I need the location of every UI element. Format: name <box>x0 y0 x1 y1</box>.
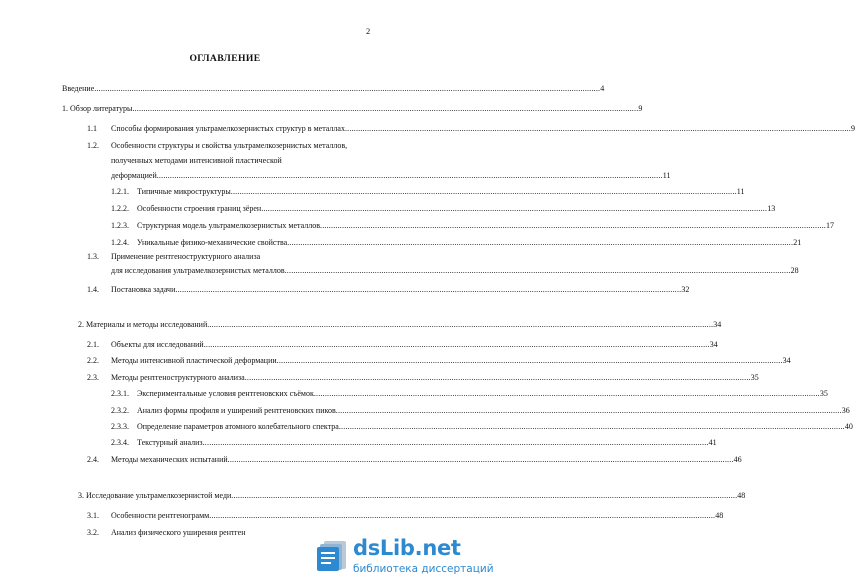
toc-number: 2.3. <box>87 373 99 382</box>
dslib-watermark <box>315 534 494 579</box>
toc-entry-1-2-3 <box>137 221 834 231</box>
toc-number: 1.1 <box>87 124 97 133</box>
toc-label: Методы интенсивной пластической деформации <box>111 356 277 365</box>
toc-number: 2.4. <box>87 455 99 464</box>
toc-number: 1.2. <box>87 141 99 150</box>
toc-label: Постановка задачи <box>111 285 176 294</box>
toc-number: 1.2.3. <box>111 221 129 230</box>
toc-label: Способы формирования ультрамелкозернистых структур в металлах <box>111 124 345 133</box>
toc-entry-1-4 <box>111 285 690 295</box>
toc-label: Структурная модель ультрамелкозернистых металлов <box>137 221 320 230</box>
toc-page: 32 <box>681 285 690 294</box>
toc-label: Методы механических испытаний <box>111 455 228 464</box>
toc-entry-chapter-1 <box>62 104 643 114</box>
toc-entry-1-3 <box>111 266 799 276</box>
toc-entry-2-3-3 <box>137 422 853 432</box>
toc-page: 9 <box>850 124 855 133</box>
toc-label-line: Применение рентгеноструктурного анализа <box>111 252 261 261</box>
page-title: ОГЛАВЛЕНИЕ <box>189 53 261 64</box>
toc-label: Объекты для исследований <box>111 340 204 349</box>
toc-label: Уникальные физико-механические свойства <box>137 238 288 247</box>
toc-page: 13 <box>767 204 776 213</box>
toc-label: Особенности рентгенограмм <box>111 511 210 520</box>
watermark-subtitle: библиотека диссертаций <box>353 563 494 575</box>
toc-label: Определение параметров атомного колебательного спектра <box>137 422 339 431</box>
toc-number: 2.3.2. <box>111 406 129 415</box>
toc-number: 1.2.2. <box>111 204 129 213</box>
toc-page: 48 <box>715 511 724 520</box>
toc-label: Анализ формы профиля и уширений рентгеновских пиков <box>137 406 336 415</box>
toc-page: 34 <box>709 340 718 349</box>
toc-label: Текстурный анализ <box>137 438 203 447</box>
toc-entry-2-2 <box>111 356 791 366</box>
toc-entry-chapter-2 <box>78 320 722 330</box>
toc-page: 11 <box>662 171 671 180</box>
toc-entry-1-2-2 <box>137 204 776 214</box>
toc-entry-intro <box>62 84 605 94</box>
toc-entry-2-4 <box>111 455 742 465</box>
toc-page: 17 <box>826 221 834 230</box>
toc-number: 2.3.4. <box>111 438 129 447</box>
toc-number: 2.3.1. <box>111 389 129 398</box>
toc-label-line: полученных методами интенсивной пластической <box>111 156 282 165</box>
toc-label: Методы рентгеноструктурного анализа <box>111 373 245 382</box>
toc-entry-1-2-1 <box>137 187 745 197</box>
toc-label: Типичные микроструктуры <box>137 187 231 196</box>
toc-label-line: Анализ физического уширения рентген <box>111 528 246 537</box>
toc-number: 3.1. <box>87 511 99 520</box>
toc-label-line: Особенности структуры и свойства ультрамелкозернистых металлов, <box>111 141 348 150</box>
toc-page: 34 <box>782 356 791 365</box>
toc-entry-2-3 <box>111 373 759 383</box>
toc-number: 1.2.4. <box>111 238 129 247</box>
toc-page: 36 <box>841 406 850 415</box>
toc-label: Особенности строения границ зёрен <box>137 204 262 213</box>
toc-page: 4 <box>600 84 605 93</box>
toc-entry-2-1 <box>111 340 718 350</box>
toc-entry-2-3-1 <box>137 389 828 399</box>
toc-page: 46 <box>733 455 742 464</box>
toc-label: для исследования ультрамелкозернистых металлов <box>111 266 285 275</box>
toc-number: 2.1. <box>87 340 99 349</box>
toc-page: 41 <box>708 438 717 447</box>
toc-label: деформацией <box>111 171 157 180</box>
toc-entry-1-2-4 <box>137 238 802 248</box>
toc-number: 3.2. <box>87 528 99 537</box>
dslib-logo-icon <box>315 537 351 573</box>
toc-entry-2-3-4 <box>137 438 717 448</box>
toc-page: 9 <box>638 104 643 113</box>
toc-page: 40 <box>844 422 853 431</box>
toc-page: 28 <box>790 266 799 275</box>
toc-page: 21 <box>793 238 802 247</box>
toc-number: 1.4. <box>87 285 99 294</box>
toc-label: Экспериментальные условия рентгеновских съёмок <box>137 389 314 398</box>
toc-label: Введение <box>62 84 95 93</box>
toc-number: 1.2.1. <box>111 187 129 196</box>
toc-page: 48 <box>737 491 746 500</box>
toc-page: 35 <box>750 373 759 382</box>
toc-label: 1. Обзор литературы <box>62 104 133 113</box>
toc-number: 2.2. <box>87 356 99 365</box>
toc-entry-1-2 <box>111 171 671 181</box>
toc-entry-1-1 <box>111 124 855 134</box>
page-number: 2 <box>366 26 371 36</box>
toc-label: 2. Материалы и методы исследований <box>78 320 208 329</box>
toc-label: 3. Исследование ультрамелкозернистой меди <box>78 491 232 500</box>
toc-number: 1.3. <box>87 252 99 261</box>
toc-entry-chapter-3 <box>78 491 746 501</box>
toc-number: 2.3.3. <box>111 422 129 431</box>
watermark-brand: dsLib.net <box>353 536 461 560</box>
toc-entry-2-3-2 <box>137 406 850 416</box>
toc-page: 35 <box>819 389 828 398</box>
toc-entry-3-1 <box>111 511 724 521</box>
toc-page: 11 <box>736 187 745 196</box>
toc-page: 34 <box>713 320 722 329</box>
